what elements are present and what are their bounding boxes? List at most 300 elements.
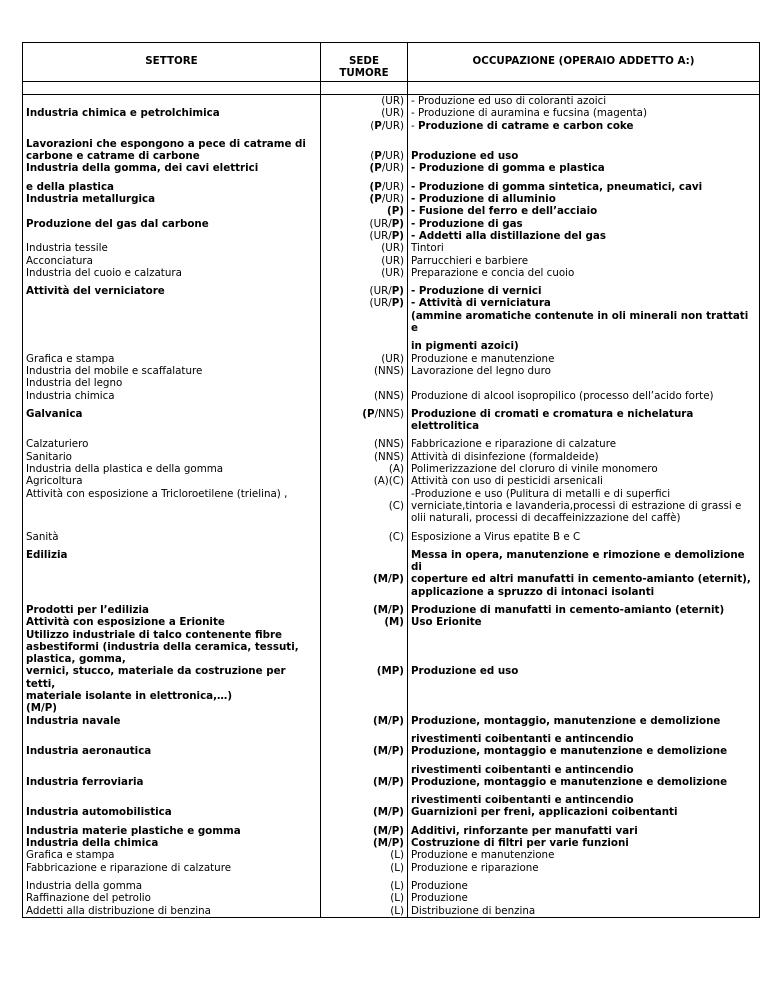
text-segment: /UR): [381, 162, 404, 175]
header-separator-row: [23, 82, 760, 95]
settore-cell: [23, 218, 321, 230]
text-segment: (UR/: [369, 217, 392, 230]
text-segment: Lavorazione del legno duro: [411, 364, 551, 377]
settore-cell: [23, 665, 321, 677]
settore-cell: [23, 573, 321, 585]
text-segment: coperture ed altri manufatti in cemento-amianto (eternit),: [411, 573, 751, 586]
table-row: [23, 733, 760, 745]
table-row: [23, 776, 760, 788]
occupazione-cell: [408, 340, 760, 352]
table-row: [23, 616, 760, 628]
text-segment: (: [370, 150, 375, 163]
occupazione-cell: [408, 285, 760, 297]
table-row: [23, 150, 760, 162]
occupazione-cell: [408, 641, 760, 653]
text-segment: (L): [390, 861, 404, 874]
settore-cell: [23, 776, 321, 788]
settore-cell: [23, 862, 321, 874]
occupazione-cell: [408, 573, 760, 585]
table-row: [23, 218, 760, 230]
text-segment: Attività con uso di pesticidi arsenicali: [411, 475, 603, 488]
text-segment: Calzaturiero: [26, 438, 89, 451]
table-row: [23, 629, 760, 641]
text-segment: rivestimenti coibentanti e antincendio: [411, 794, 634, 807]
sede-tumore-cell: [321, 862, 408, 874]
text-segment: olii naturali, processi di decaffeinizzazione del caffè): [411, 512, 681, 525]
sede-tumore-cell: [321, 806, 408, 818]
settore-cell: [23, 604, 321, 616]
settore-cell: [23, 702, 321, 714]
text-segment: (M/P): [373, 837, 404, 850]
sede-tumore-cell: [321, 255, 408, 267]
text-segment: Produzione, montaggio, manutenzione e demolizione: [411, 714, 721, 727]
text-segment: Sanitario: [26, 450, 72, 463]
occupazione-cell: [408, 794, 760, 806]
sede-tumore-cell: [321, 849, 408, 861]
sede-tumore-cell: [321, 512, 408, 524]
occupazione-cell: [408, 255, 760, 267]
text-segment: (M/P): [373, 714, 404, 727]
text-segment: Industria metallurgica: [26, 193, 156, 206]
table-row: [23, 230, 760, 242]
text-segment: /NNS): [374, 407, 404, 420]
occupazione-cell: [408, 377, 760, 389]
text-segment: (: [370, 119, 375, 132]
table-row: [23, 604, 760, 616]
header-sede-tumore: SEDE TUMORE: [321, 43, 408, 82]
text-segment: /UR): [381, 119, 404, 132]
text-segment: Agricoltura: [26, 475, 83, 488]
sede-tumore-cell: [321, 340, 408, 352]
occupazione-cell: [408, 702, 760, 714]
text-segment: Uso Erionite: [411, 616, 482, 629]
text-segment: tetti,: [26, 677, 56, 690]
text-segment: Industria della chimica: [26, 837, 159, 850]
text-segment: - Produzione di gomma sintetica, pneumatici, cavi: [411, 180, 703, 193]
text-segment: (A)(C): [373, 475, 404, 488]
occupazione-cell: [408, 892, 760, 904]
table-row: [23, 193, 760, 205]
text-segment: Produzione: [411, 892, 468, 905]
table-row: [23, 162, 760, 174]
occupational-cancer-table: [22, 42, 751, 918]
sede-tumore-cell: [321, 715, 408, 727]
occupazione-cell: [408, 549, 760, 574]
sede-tumore-cell: [321, 837, 408, 849]
table-row: [23, 806, 760, 818]
text-segment: P): [391, 229, 404, 242]
text-segment: Produzione, montaggio e manutenzione e demolizione: [411, 775, 728, 788]
occupazione-cell: [408, 138, 760, 150]
text-segment: Produzione di alcool isopropilico (processo dell’acido forte): [411, 389, 714, 402]
occupazione-cell: [408, 653, 760, 665]
text-segment: /UR): [381, 180, 404, 193]
occupazione-cell: [408, 604, 760, 616]
text-segment: Produzione di cromati e cromatura e nichelatura: [411, 407, 694, 420]
settore-cell: [23, 463, 321, 475]
table-row: [23, 475, 760, 487]
text-segment: - Fusione del ferro e dell’acciaio: [411, 205, 598, 218]
text-segment: (M/P): [373, 745, 404, 758]
text-segment: Industria materie plastiche e gomma: [26, 824, 241, 837]
text-segment: (M/P): [373, 824, 404, 837]
text-segment: -: [411, 119, 418, 132]
sede-tumore-cell: [321, 193, 408, 205]
text-segment: - Produzione di auramina e fucsina (magenta): [411, 107, 648, 120]
settore-cell: [23, 745, 321, 757]
occupazione-cell: [408, 690, 760, 702]
sede-tumore-cell: [321, 500, 408, 512]
settore-cell: [23, 678, 321, 690]
table-row: [23, 690, 760, 702]
occupazione-cell: [408, 162, 760, 174]
text-segment: (UR): [381, 107, 404, 120]
text-segment: Attività del verniciatore: [26, 285, 165, 298]
text-segment: e della plastica: [26, 180, 114, 193]
table-row: [23, 267, 760, 279]
header-occupazione: OCCUPAZIONE (OPERAIO ADDETTO A:): [408, 43, 760, 82]
text-segment: (P): [387, 205, 404, 218]
text-segment: Addetti alla distribuzione di benzina: [26, 904, 211, 917]
occupazione-cell: [408, 905, 760, 918]
text-segment: Produzione, montaggio e manutenzione e demolizione: [411, 745, 728, 758]
table-row: [23, 377, 760, 389]
text-segment: - Produzione di gas: [411, 217, 523, 230]
text-segment: Produzione e riparazione: [411, 861, 539, 874]
text-segment: Grafica e stampa: [26, 352, 115, 365]
occupazione-cell: [408, 531, 760, 543]
text-segment: Industria della gomma: [26, 879, 143, 892]
table-row: [23, 702, 760, 714]
settore-cell: [23, 512, 321, 524]
text-segment: (P: [369, 193, 382, 206]
table-row: [23, 531, 760, 543]
table-row: [23, 586, 760, 598]
text-segment: (L): [390, 879, 404, 892]
text-segment: - Produzione ed uso di coloranti azoici: [411, 95, 607, 107]
settore-cell: [23, 365, 321, 377]
settore-cell: [23, 120, 321, 132]
occupazione-cell: [408, 95, 760, 108]
table-row: [23, 745, 760, 757]
text-segment: (C): [388, 499, 404, 512]
text-segment: P): [391, 297, 404, 310]
table-row: [23, 353, 760, 365]
occupazione-cell: [408, 438, 760, 450]
text-segment: (NNS): [374, 450, 404, 463]
sede-tumore-cell: [321, 905, 408, 918]
table-row: [23, 408, 760, 420]
text-segment: (P: [362, 407, 375, 420]
text-segment: (UR/: [369, 229, 392, 242]
settore-cell: [23, 475, 321, 487]
text-segment: (MP): [376, 665, 404, 678]
sede-tumore-cell: [321, 438, 408, 450]
text-segment: Polimerizzazione del cloruro di vinile monomero: [411, 463, 658, 476]
settore-cell: [23, 653, 321, 665]
table-row: [23, 120, 760, 132]
sede-tumore-cell: [321, 377, 408, 389]
occupazione-cell: [408, 512, 760, 524]
text-segment: - Produzione di vernici: [411, 285, 542, 298]
text-segment: vernici, stucco, materiale da costruzione per: [26, 665, 286, 678]
text-segment: Lavorazioni che espongono a pece di catrame di: [26, 137, 306, 150]
text-segment: Raffinazione del petrolio: [26, 892, 151, 905]
table-row: [23, 255, 760, 267]
occupazione-cell: [408, 825, 760, 837]
occupazione-cell: [408, 230, 760, 242]
text-segment: asbestiformi (industria della ceramica, tessuti,: [26, 640, 299, 653]
text-segment: Produzione di manufatti in cemento-amianto (eternit): [411, 603, 725, 616]
text-segment: in pigmenti azoici): [411, 340, 519, 353]
sede-tumore-cell: [321, 95, 408, 108]
table-row: [23, 573, 760, 585]
text-segment: Industria chimica: [26, 389, 115, 402]
table-row: [23, 678, 760, 690]
sede-tumore-cell: [321, 825, 408, 837]
occupazione-cell: [408, 475, 760, 487]
table-row: [23, 285, 760, 297]
text-segment: Distribuzione di benzina: [411, 904, 536, 917]
sede-tumore-cell: [321, 549, 408, 574]
settore-cell: [23, 549, 321, 574]
text-segment: (UR/: [369, 285, 392, 298]
settore-cell: [23, 837, 321, 849]
table-row: [23, 653, 760, 665]
sede-tumore-cell: [321, 488, 408, 500]
sede-tumore-cell: [321, 408, 408, 420]
text-segment: Produzione ed uso: [411, 665, 519, 678]
settore-cell: [23, 794, 321, 806]
text-segment: (UR): [381, 254, 404, 267]
sede-tumore-cell: [321, 586, 408, 598]
table-row: [23, 242, 760, 254]
text-segment: Parrucchieri e barbiere: [411, 254, 529, 267]
text-segment: Fabbricazione e riparazione di calzature: [26, 861, 232, 874]
table-header-row: [23, 43, 760, 82]
text-segment: (P: [369, 180, 382, 193]
text-segment: elettrolitica: [411, 420, 480, 433]
text-segment: carbone e catrame di carbone: [26, 150, 200, 163]
text-segment: verniciate,tintoria e lavanderia,processi di estrazione di grassi e: [411, 499, 742, 512]
settore-cell: [23, 107, 321, 119]
table-row: [23, 892, 760, 904]
text-segment: Prodotti per l’edilizia: [26, 603, 149, 616]
text-segment: Utilizzo industriale di talco contenente fibre: [26, 628, 283, 641]
text-segment: Preparazione e concia del cuoio: [411, 266, 575, 279]
occupazione-cell: [408, 678, 760, 690]
text-segment: - Produzione di gomma e plastica: [411, 162, 605, 175]
text-segment: Fabbricazione e riparazione di calzature: [411, 438, 617, 451]
sede-tumore-cell: [321, 162, 408, 174]
sede-tumore-cell: [321, 138, 408, 150]
text-segment: Produzione: [411, 879, 468, 892]
occupazione-cell: [408, 745, 760, 757]
table-row: [23, 500, 760, 512]
occupazione-cell: [408, 297, 760, 309]
text-segment: Sanità: [26, 530, 59, 543]
text-segment: - Addetti alla distillazione del gas: [411, 229, 606, 242]
text-segment: (UR/: [369, 297, 392, 310]
occupazione-cell: [408, 267, 760, 279]
occupazione-cell: [408, 120, 760, 132]
sede-tumore-cell: [321, 745, 408, 757]
sede-tumore-cell: [321, 390, 408, 402]
text-segment: Attività di disinfezione (formaldeide): [411, 450, 599, 463]
text-segment: Edilizia: [26, 548, 68, 561]
text-segment: Produzione ed uso: [411, 150, 519, 163]
settore-cell: [23, 310, 321, 335]
sede-tumore-cell: [321, 629, 408, 641]
sede-tumore-cell: [321, 297, 408, 309]
text-segment: Esposizione a Virus epatite B e C: [411, 530, 581, 543]
text-segment: (M/P): [373, 573, 404, 586]
table-row: [23, 451, 760, 463]
text-segment: Industria ferroviaria: [26, 775, 144, 788]
sede-tumore-cell: [321, 665, 408, 677]
sede-tumore-cell: [321, 702, 408, 714]
text-segment: (UR): [381, 95, 404, 107]
settore-cell: [23, 764, 321, 776]
occupazione-cell: [408, 193, 760, 205]
table-row: [23, 438, 760, 450]
occupazione-cell: [408, 764, 760, 776]
text-segment: (C): [388, 530, 404, 543]
sede-tumore-cell: [321, 616, 408, 628]
sede-tumore-cell: [321, 641, 408, 653]
text-segment: (M/P): [26, 702, 57, 715]
sede-tumore-cell: [321, 310, 408, 335]
table-row: [23, 641, 760, 653]
settore-cell: [23, 500, 321, 512]
settore-cell: [23, 451, 321, 463]
table-row: [23, 549, 760, 574]
settore-cell: [23, 586, 321, 598]
sede-tumore-cell: [321, 218, 408, 230]
text-segment: Attività con esposizione a Erionite: [26, 616, 225, 629]
text-segment: - Attività di verniciatura: [411, 297, 551, 310]
text-segment: (UR): [381, 352, 404, 365]
settore-cell: [23, 629, 321, 641]
settore-cell: [23, 150, 321, 162]
table-row: [23, 764, 760, 776]
sede-tumore-cell: [321, 678, 408, 690]
table-row: [23, 849, 760, 861]
settore-cell: [23, 267, 321, 279]
text-segment: Grafica e stampa: [26, 849, 115, 862]
settore-cell: [23, 390, 321, 402]
table-row: [23, 181, 760, 193]
text-segment: Guarnizioni per freni, applicazioni coibentanti: [411, 806, 678, 819]
text-segment: rivestimenti coibentanti e antincendio: [411, 732, 634, 745]
occupazione-cell: [408, 616, 760, 628]
sede-tumore-cell: [321, 230, 408, 242]
text-segment: Industria della plastica e della gomma: [26, 463, 224, 476]
settore-cell: [23, 377, 321, 389]
sede-tumore-cell: [321, 794, 408, 806]
sede-tumore-cell: [321, 573, 408, 585]
table-row: [23, 665, 760, 677]
settore-cell: [23, 715, 321, 727]
sede-tumore-cell: [321, 242, 408, 254]
text-segment: (M/P): [373, 806, 404, 819]
text-segment: (M/P): [373, 603, 404, 616]
text-segment: (NNS): [374, 438, 404, 451]
settore-cell: [23, 420, 321, 432]
text-segment: Produzione di catrame e carbon coke: [418, 119, 634, 132]
settore-cell: [23, 825, 321, 837]
text-segment: (L): [390, 892, 404, 905]
table-row: [23, 390, 760, 402]
occupazione-cell: [408, 390, 760, 402]
settore-cell: [23, 181, 321, 193]
occupazione-cell: [408, 665, 760, 677]
occupazione-cell: [408, 488, 760, 500]
settore-cell: [23, 162, 321, 174]
sede-tumore-cell: [321, 205, 408, 217]
table-row: [23, 297, 760, 309]
text-segment: Industria della gomma, dei cavi elettrici: [26, 162, 259, 175]
settore-cell: [23, 641, 321, 653]
occupazione-cell: [408, 218, 760, 230]
table-row: [23, 862, 760, 874]
table-row: [23, 512, 760, 524]
occupazione-cell: [408, 365, 760, 377]
sede-tumore-cell: [321, 150, 408, 162]
sede-tumore-cell: [321, 892, 408, 904]
occupazione-cell: [408, 353, 760, 365]
sede-tumore-cell: [321, 353, 408, 365]
settore-cell: [23, 806, 321, 818]
text-segment: Produzione e manutenzione: [411, 352, 555, 365]
sede-tumore-cell: [321, 181, 408, 193]
sede-tumore-cell: [321, 475, 408, 487]
table-row: [23, 463, 760, 475]
text-segment: (NNS): [374, 364, 404, 377]
settore-cell: [23, 255, 321, 267]
text-segment: Tintori: [411, 242, 444, 255]
occupazione-cell: [408, 150, 760, 162]
settore-cell: [23, 438, 321, 450]
text-segment: P: [374, 150, 382, 163]
text-segment: applicazione a spruzzo di intonaci isolanti: [411, 585, 655, 598]
sede-tumore-cell: [321, 463, 408, 475]
text-segment: -Produzione e uso (Pulitura di metalli e di superfici: [411, 487, 671, 500]
settore-cell: [23, 531, 321, 543]
occupazione-cell: [408, 420, 760, 432]
table-row: [23, 420, 760, 432]
sede-tumore-cell: [321, 120, 408, 132]
text-segment: Industria automobilistica: [26, 806, 172, 819]
text-segment: Industria del mobile e scaffalature: [26, 364, 203, 377]
table-row: [23, 365, 760, 377]
occupazione-cell: [408, 107, 760, 119]
occupazione-cell: [408, 586, 760, 598]
text-segment: Acconciatura: [26, 254, 93, 267]
table-row: [23, 205, 760, 217]
occupazione-cell: [408, 408, 760, 420]
table-row: [23, 715, 760, 727]
text-segment: /UR): [381, 150, 404, 163]
table-row: [23, 825, 760, 837]
occupazione-cell: [408, 181, 760, 193]
occupazione-cell: [408, 880, 760, 892]
settore-cell: [23, 880, 321, 892]
settore-cell: [23, 297, 321, 309]
sede-tumore-cell: [321, 267, 408, 279]
text-segment: Industria del cuoio e calzatura: [26, 266, 182, 279]
table-row: [23, 794, 760, 806]
